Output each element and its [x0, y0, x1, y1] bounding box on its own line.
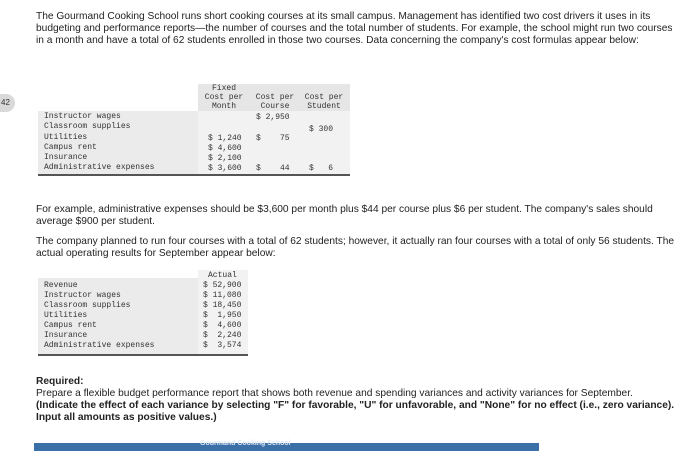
cell-rent-fixed: $ 4,600 — [208, 144, 242, 153]
actual-value-campus-rent: $ 4,600 — [203, 321, 242, 330]
cell-supplies-student: $ 300 — [309, 125, 334, 134]
row-label-utilities: Utilities — [44, 133, 88, 142]
question-number-badge: 42 — [0, 94, 15, 112]
cell-admin-fixed: $ 3,600 — [208, 164, 242, 173]
required-line: Prepare a flexible budget performance report that shows both revenue and spending variances and activity variances for September. — [36, 388, 633, 399]
actual-value-insurance: $ 2,240 — [203, 331, 242, 340]
header-actual: Actual — [208, 271, 237, 280]
actual-value-administrative-expenses: $ 3,574 — [203, 341, 242, 350]
row-label-instructor-wages: Instructor wages — [44, 112, 121, 121]
cell-utilities-course: $ 75 — [256, 134, 290, 143]
actual-value-classroom-supplies: $ 18,450 — [203, 301, 242, 310]
row-label-classroom-supplies: Classroom supplies — [44, 122, 131, 131]
required-instructions: (Indicate the effect of each variance by selecting "F" for favorable, "U" for unfavorable, and "None" for no effect (i.e., zero variance). Input all amounts as positive values.) — [36, 400, 675, 423]
actual-label-campus-rent: Campus rent — [44, 321, 97, 330]
answer-tab-title: Gourmand Cooking School — [200, 440, 291, 447]
example-paragraph: For example, administrative expenses should be $3,600 per month plus $44 per course plus $6 per student. The company's sales should average $900 per student. — [36, 204, 653, 227]
cell-utilities-fixed: $ 1,240 — [208, 134, 242, 143]
actual-value-utilities: $ 1,950 — [203, 311, 242, 320]
cell-instructor-course: $ 2,950 — [256, 113, 290, 122]
row-label-insurance: Insurance — [44, 153, 88, 162]
cell-insurance-fixed: $ 2,100 — [208, 154, 242, 163]
cost-table-bottom-rule — [38, 174, 350, 176]
actual-label-administrative-expenses: Administrative expenses — [44, 341, 155, 350]
required-section — [36, 376, 686, 424]
row-label-administrative-expenses: Administrative expenses — [44, 163, 155, 172]
cell-admin-course: $ 44 — [256, 164, 290, 173]
row-label-campus-rent: Campus rent — [44, 143, 97, 152]
actual-label-insurance: Insurance — [44, 331, 88, 340]
actual-label-classroom-supplies: Classroom supplies — [44, 301, 131, 310]
actual-label-utilities: Utilities — [44, 311, 88, 320]
actual-table-bottom-rule — [38, 354, 248, 356]
required-heading: Required: — [36, 376, 84, 387]
header-per-course: Cost per Course — [255, 93, 295, 111]
actual-value-instructor-wages: $ 11,080 — [203, 291, 242, 300]
intro-paragraph: The Gourmand Cooking School runs short cooking courses at its small campus. Management has identified two cost drivers it uses in its budgeting and performance reports—the number of courses and the total number of students. For example, the school might run two courses in a month and have a total of 62 students enrolled in those two courses. Data concerning the company's cost formulas appear below: — [36, 11, 673, 46]
actual-value-revenue: $ 52,900 — [203, 281, 242, 290]
actual-label-instructor-wages: Instructor wages — [44, 291, 121, 300]
header-fixed: Fixed Cost per Month — [204, 84, 244, 111]
actual-label-revenue: Revenue — [44, 281, 78, 290]
cell-admin-student: $ 6 — [309, 164, 334, 173]
header-per-student: Cost per Student — [304, 93, 344, 111]
planned-paragraph: The company planned to run four courses with a total of 62 students; however, it actually ran four courses with a total of only 56 students. The actual operating results for September appear below: — [36, 236, 675, 259]
